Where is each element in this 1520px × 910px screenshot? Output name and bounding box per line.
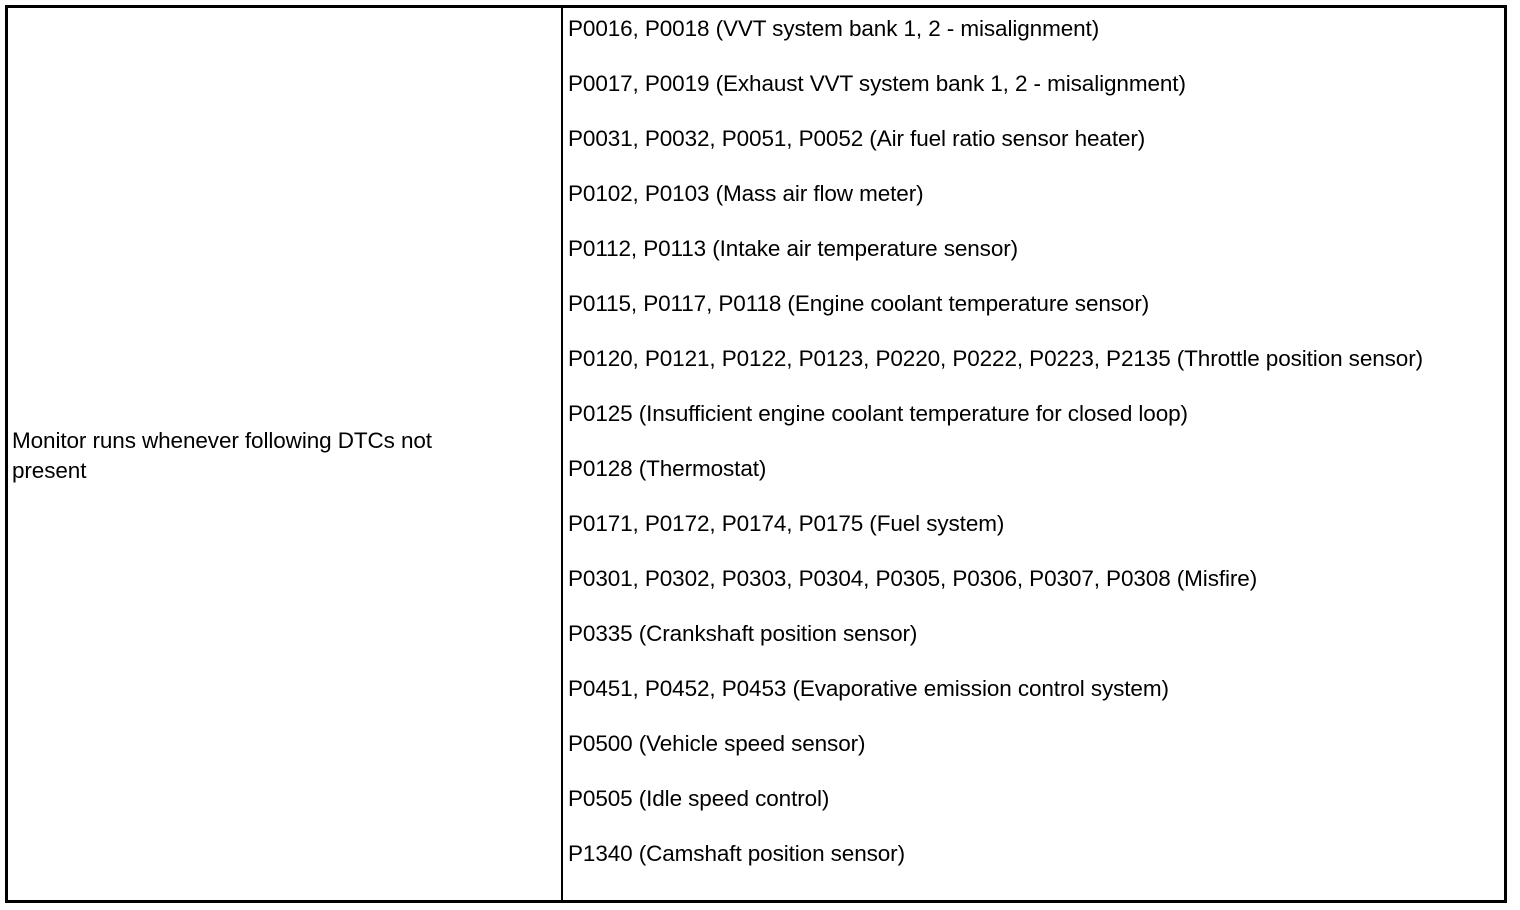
dtc-item: P0335 (Crankshaft position sensor) [568,621,918,646]
dtc-item: P0451, P0452, P0453 (Evaporative emission control system) [568,676,1169,701]
dtc-item: P0128 (Thermostat) [568,456,767,481]
dtc-item: P0301, P0302, P0303, P0304, P0305, P0306, P0307, P0308 (Misfire) [568,566,1258,591]
dtc-item: P0505 (Idle speed control) [568,786,830,811]
dtc-item: P1340 (Camshaft position sensor) [568,841,905,866]
dtc-item: P0120, P0121, P0122, P0123, P0220, P0222, P0223, P2135 (Throttle position sensor) [568,346,1424,371]
dtc-table [5,5,1507,903]
dtc-item: P0115, P0117, P0118 (Engine coolant temperature sensor) [568,291,1150,316]
condition-cell [8,8,563,900]
dtc-item: P0031, P0032, P0051, P0052 (Air fuel ratio sensor heater) [568,126,1146,151]
dtc-item: P0125 (Insufficient engine coolant temperature for closed loop) [568,401,1188,426]
dtc-item: P0016, P0018 (VVT system bank 1, 2 - misalignment) [568,16,1100,41]
dtc-item: P0102, P0103 (Mass air flow meter) [568,181,924,206]
dtc-item: P0017, P0019 (Exhaust VVT system bank 1, 2 - misalignment) [568,71,1186,96]
dtc-list-cell [563,8,1504,900]
dtc-item: P0171, P0172, P0174, P0175 (Fuel system) [568,511,1005,536]
condition-label: Monitor runs whenever following DTCs not present [12,428,432,483]
dtc-item: P0112, P0113 (Intake air temperature sensor) [568,236,1019,261]
dtc-item: P0500 (Vehicle speed sensor) [568,731,866,756]
